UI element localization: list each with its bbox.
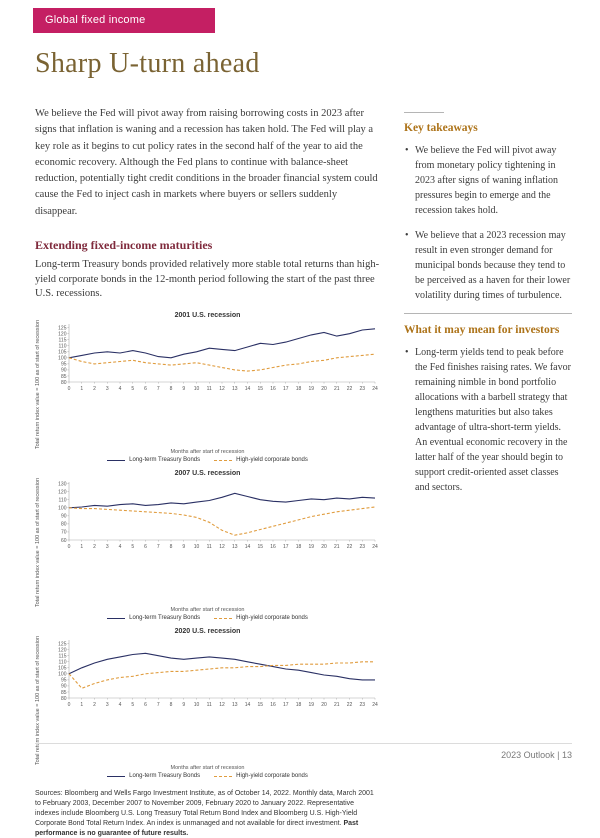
svg-text:20: 20 [321, 544, 327, 551]
legend-label: High-yield corporate bonds [236, 615, 308, 622]
svg-text:120: 120 [58, 489, 67, 496]
svg-text:110: 110 [58, 497, 67, 504]
svg-text:1: 1 [80, 385, 84, 392]
svg-text:125: 125 [58, 325, 67, 332]
svg-text:23: 23 [359, 385, 366, 392]
main-column [35, 106, 380, 838]
svg-text:24: 24 [372, 544, 378, 551]
chart-title: 2001 U.S. recession [174, 311, 241, 319]
chart-legend [35, 457, 380, 463]
svg-text:18: 18 [295, 702, 302, 709]
investors-list [404, 345, 572, 495]
page-number: 2023 Outlook | 13 [501, 750, 572, 760]
svg-text:100: 100 [58, 505, 67, 512]
section-badge: Global fixed income [33, 8, 215, 33]
svg-text:85: 85 [60, 373, 67, 380]
svg-text:21: 21 [333, 544, 340, 551]
svg-text:21: 21 [333, 702, 340, 709]
y-axis-label: Total return index value = 100 as of start of recession [35, 636, 41, 766]
chart-canvas [49, 320, 379, 394]
svg-text:17: 17 [282, 544, 289, 551]
svg-text:9: 9 [182, 702, 186, 709]
sources-text: Sources: Bloomberg and Wells Fargo Investment Institute, as of October 14, 2022. Monthly data, March 2001 to February 2003, December 2007 to November 2009, February 2020 to January 2022. Representative indexes include Bloomberg U.S. Long Treasury Total Return Bond Index and Bloomberg U.S. High-Yield Corporate Bond Total Return Index. An index is unmanaged and not available for direct investment. [35, 790, 374, 827]
svg-text:23: 23 [359, 702, 366, 709]
svg-text:10: 10 [193, 702, 200, 709]
x-axis-label: Months after start of recession [170, 449, 245, 456]
svg-text:5: 5 [131, 385, 135, 392]
intro-paragraph: We believe the Fed will pivot away from raising borrowing costs in 2023 after signs that inflation is waning and a recession has taken hold. The Fed will play a key role as it begins to cut policy rates in the second half of the year to aid the economic recovery. Although the Fed plans to continue with balance-sheet reduction, potentially tight credit conditions in the broader financial system could cause the Fed to inject cash in markets where buyers or sellers suddenly disappear. [35, 108, 378, 217]
legend-item-treasury [107, 457, 200, 463]
svg-text:115: 115 [58, 653, 67, 660]
list-item: • We believe that a 2023 recession may result in even stronger demand for municipal bonds because they tend to be perceived as a haven for their lower volatility during times of turbulence. [404, 228, 572, 303]
svg-text:11: 11 [206, 702, 212, 709]
svg-text:2: 2 [93, 702, 96, 709]
svg-text:5: 5 [131, 702, 135, 709]
svg-text:17: 17 [282, 385, 289, 392]
svg-text:130: 130 [58, 481, 67, 488]
svg-text:2: 2 [93, 544, 96, 551]
svg-text:1: 1 [80, 702, 84, 709]
legend-item-high-yield [214, 773, 308, 779]
legend-label: Long-term Treasury Bonds [129, 615, 201, 622]
key-takeaways-heading: Key takeaways [404, 122, 478, 134]
svg-text:12: 12 [219, 544, 225, 551]
page-content [35, 48, 572, 838]
svg-text:3: 3 [105, 385, 109, 392]
svg-text:20: 20 [321, 385, 327, 392]
svg-text:8: 8 [169, 385, 173, 392]
chart-2001-recession [35, 312, 380, 463]
figure-subtitle: Long-term Treasury bonds provided relatively more stable total returns than high-yield corporate bonds in the 12-month period following the start of the past three U.S. recessions. [35, 258, 380, 300]
legend-label: Long-term Treasury Bonds [129, 457, 201, 464]
legend-label: High-yield corporate bonds [236, 457, 308, 464]
y-axis-label: Total return index value = 100 as of start of recession [35, 478, 41, 608]
chart-title: 2007 U.S. recession [174, 470, 241, 478]
svg-text:110: 110 [58, 343, 67, 350]
svg-text:16: 16 [270, 702, 276, 709]
svg-text:15: 15 [257, 702, 264, 709]
svg-text:85: 85 [60, 690, 67, 697]
svg-text:9: 9 [182, 544, 186, 551]
svg-text:110: 110 [58, 659, 67, 666]
chart-2007-recession [35, 470, 380, 621]
svg-text:11: 11 [206, 544, 212, 551]
sources-note [35, 789, 380, 838]
legend-label: High-yield corporate bonds [236, 773, 308, 780]
svg-text:4: 4 [118, 702, 122, 709]
legend-item-treasury [107, 773, 200, 779]
svg-text:22: 22 [346, 702, 353, 709]
chart-title: 2020 U.S. recession [174, 628, 241, 636]
svg-text:13: 13 [231, 544, 238, 551]
page-footer [35, 743, 572, 760]
svg-text:22: 22 [346, 544, 353, 551]
svg-text:15: 15 [257, 385, 264, 392]
svg-text:70: 70 [60, 529, 67, 536]
legend-label: Long-term Treasury Bonds [129, 773, 201, 780]
svg-text:80: 80 [60, 521, 67, 528]
list-item: • Long-term yields tend to peak before the Fed finishes raising rates. We favor remaining nimble in bond portfolio allocations with a barbell strategy that lengthens maturities but also takes advantage of ultra-short-term yields. An eventual economic recovery in the latter half of the year should begin to support credit-oriented asset classes and sectors. [404, 345, 572, 495]
svg-text:90: 90 [60, 683, 67, 690]
svg-text:3: 3 [105, 702, 109, 709]
svg-text:17: 17 [282, 702, 289, 709]
svg-text:125: 125 [58, 641, 67, 648]
svg-text:14: 14 [244, 702, 251, 709]
svg-text:105: 105 [58, 665, 67, 672]
svg-text:6: 6 [144, 702, 147, 709]
svg-text:24: 24 [372, 385, 378, 392]
legend-item-high-yield [214, 615, 308, 621]
svg-text:0: 0 [67, 702, 71, 709]
svg-text:24: 24 [372, 702, 378, 709]
legend-item-treasury [107, 615, 200, 621]
treasury-line-icon [107, 460, 125, 461]
svg-text:14: 14 [244, 385, 251, 392]
svg-text:4: 4 [118, 544, 122, 551]
svg-text:6: 6 [144, 385, 147, 392]
high-yield-line-icon [214, 460, 232, 461]
svg-text:19: 19 [308, 385, 315, 392]
treasury-line-icon [107, 618, 125, 619]
key-takeaways-list [404, 143, 572, 303]
legend-item-high-yield [214, 457, 308, 463]
sidebar-divider [404, 313, 572, 314]
svg-text:80: 80 [60, 696, 67, 703]
svg-text:9: 9 [182, 385, 186, 392]
svg-text:100: 100 [58, 355, 67, 362]
svg-text:8: 8 [169, 544, 173, 551]
svg-text:60: 60 [60, 537, 67, 544]
past-performance-disclaimer: Past performance is no guarantee of future results. [35, 819, 359, 837]
svg-text:7: 7 [156, 702, 160, 709]
svg-text:7: 7 [156, 544, 160, 551]
svg-text:10: 10 [193, 544, 200, 551]
sidebar-rule [404, 112, 444, 113]
high-yield-line-icon [214, 618, 232, 619]
svg-text:21: 21 [333, 385, 340, 392]
svg-text:18: 18 [295, 544, 302, 551]
svg-text:0: 0 [67, 385, 71, 392]
svg-text:0: 0 [67, 544, 71, 551]
svg-text:23: 23 [359, 544, 366, 551]
x-axis-label: Months after start of recession [170, 765, 245, 772]
svg-text:95: 95 [60, 677, 67, 684]
chart-legend [35, 615, 380, 621]
svg-text:5: 5 [131, 544, 135, 551]
treasury-line-icon [107, 776, 125, 777]
svg-text:11: 11 [206, 385, 212, 392]
svg-text:19: 19 [308, 702, 315, 709]
svg-text:16: 16 [270, 544, 276, 551]
svg-text:16: 16 [270, 385, 276, 392]
high-yield-line-icon [214, 776, 232, 777]
svg-text:90: 90 [60, 513, 67, 520]
chart-canvas [49, 636, 379, 710]
page-title: Sharp U-turn ahead [35, 48, 260, 79]
svg-text:15: 15 [257, 544, 264, 551]
svg-text:120: 120 [58, 647, 67, 654]
sidebar [404, 106, 572, 838]
chart-canvas [49, 478, 379, 552]
list-item: • We believe the Fed will pivot away from monetary policy tightening in 2023 after signs of waning inflation pressures begin to emerge and the recession takes hold. [404, 143, 572, 218]
svg-text:120: 120 [58, 331, 67, 338]
svg-text:6: 6 [144, 544, 147, 551]
svg-text:7: 7 [156, 385, 160, 392]
y-axis-label: Total return index value = 100 as of start of recession [35, 319, 41, 450]
svg-text:105: 105 [58, 349, 67, 356]
svg-text:80: 80 [60, 379, 67, 386]
svg-text:95: 95 [60, 361, 67, 368]
svg-text:115: 115 [58, 337, 67, 344]
chart-legend [35, 773, 380, 779]
svg-text:19: 19 [308, 544, 315, 551]
x-axis-label: Months after start of recession [170, 607, 245, 614]
svg-text:10: 10 [193, 385, 200, 392]
figure-heading: Extending fixed-income maturities [35, 237, 213, 252]
svg-text:90: 90 [60, 367, 67, 374]
svg-text:20: 20 [321, 702, 327, 709]
svg-text:3: 3 [105, 544, 109, 551]
svg-text:12: 12 [219, 702, 225, 709]
investors-heading: What it may mean for investors [404, 324, 560, 336]
svg-text:2: 2 [93, 385, 96, 392]
svg-text:100: 100 [58, 671, 67, 678]
svg-text:1: 1 [80, 544, 84, 551]
svg-text:18: 18 [295, 385, 302, 392]
svg-text:13: 13 [231, 702, 238, 709]
svg-text:4: 4 [118, 385, 122, 392]
svg-text:12: 12 [219, 385, 225, 392]
svg-text:22: 22 [346, 385, 353, 392]
svg-text:14: 14 [244, 544, 251, 551]
svg-text:8: 8 [169, 702, 173, 709]
svg-text:13: 13 [231, 385, 238, 392]
